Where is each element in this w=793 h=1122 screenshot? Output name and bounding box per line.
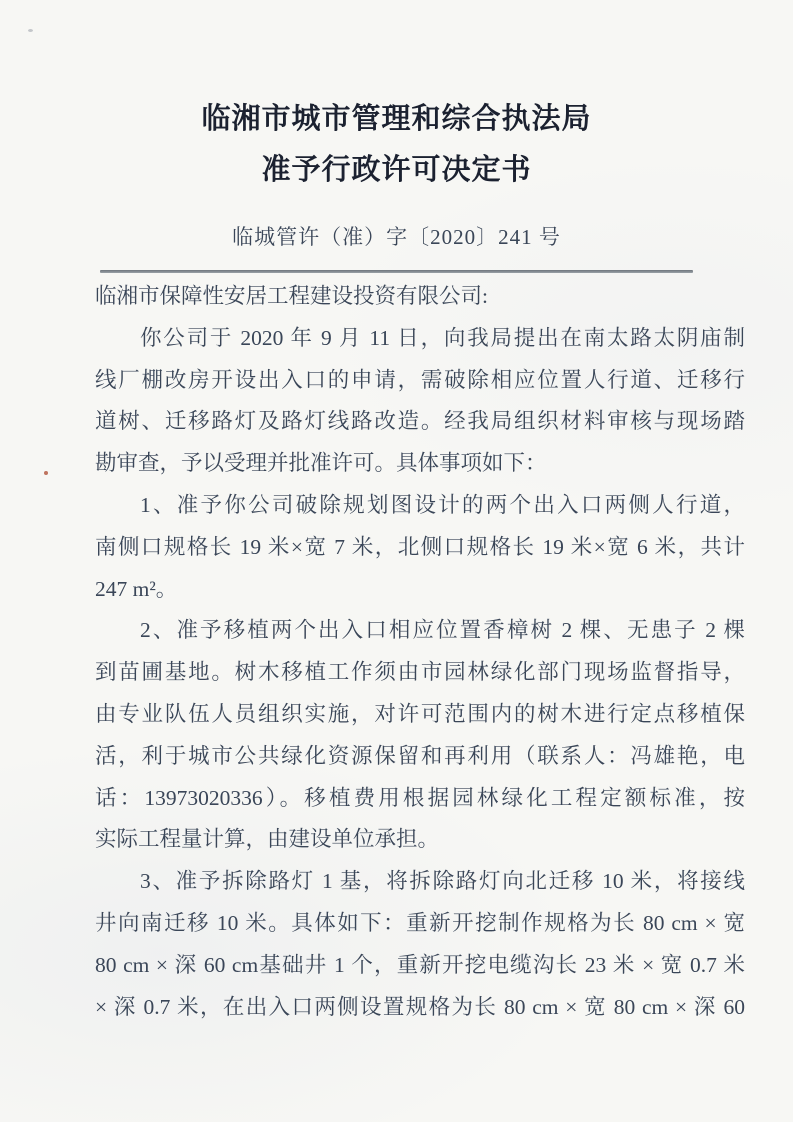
body-line: 南侧口规格长 19 米×宽 7 米，北侧口规格长 19 米×宽 6 米，共计: [95, 534, 745, 559]
paragraph-item-1: [95, 485, 745, 610]
document-body: [95, 276, 745, 1028]
scan-artifact-speck: [28, 29, 33, 32]
document-title: 准予行政许可决定书: [261, 152, 532, 186]
body-line: 1、准予你公司破除规划图设计的两个出入口两侧人行道，: [140, 492, 745, 517]
body-line: 话：13973020336）。移植费用根据园林绿化工程定额标准，按: [95, 785, 745, 810]
paragraph-intro: [95, 318, 745, 485]
divider-rule: [100, 270, 693, 273]
body-line: × 深 0.7 米，在出入口两侧设置规格为长 80 cm × 宽 80 cm × 深 60: [95, 994, 745, 1019]
body-line: 到苗圃基地。树木移植工作须由市园林绿化部门现场监督指导，: [95, 660, 745, 685]
body-line: 80 cm × 深 60 cm基础井 1 个，重新开挖电缆沟长 23 米 × 宽 0.7 米: [95, 952, 745, 977]
agency-title: 临湘市城市管理和综合执法局: [201, 101, 592, 135]
body-line: 2、准予移植两个出入口相应位置香樟树 2 棵、无患子 2 棵: [140, 618, 745, 643]
body-line: 线厂棚改房开设出入口的申请，需破除相应位置人行道、迁移行: [95, 367, 745, 392]
body-line: 勘审查，予以受理并批准许可。具体事项如下：: [95, 451, 547, 476]
scan-artifact-red-speck: [44, 471, 48, 475]
body-line: 实际工程量计算，由建设单位承担。: [95, 827, 440, 852]
document-number: 临城管许（准）字〔2020〕241 号: [232, 225, 561, 249]
body-line: 由专业队伍人员组织实施，对许可范围内的树木进行定点移植保: [95, 701, 745, 726]
body-line: 井向南迁移 10 米。具体如下：重新开挖制作规格为长 80 cm × 宽: [95, 910, 745, 935]
body-line: 活，利于城市公共绿化资源保留和再利用（联系人：冯雄艳，电: [95, 743, 745, 768]
body-line: 247 m²。: [95, 576, 178, 601]
body-line: 道树、迁移路灯及路灯线路改造。经我局组织材料审核与现场踏: [95, 409, 745, 434]
body-line: 你公司于 2020 年 9 月 11 日，向我局提出在南太路太阴庙制: [140, 325, 745, 350]
body-line: 3、准予拆除路灯 1 基，将拆除路灯向北迁移 10 米，将接线: [140, 869, 745, 894]
body-paragraphs: [95, 318, 745, 1029]
paragraph-item-2: [95, 610, 745, 861]
paragraph-item-3: [95, 861, 745, 1028]
salutation: 临湘市保障性安居工程建设投资有限公司:: [95, 284, 488, 308]
